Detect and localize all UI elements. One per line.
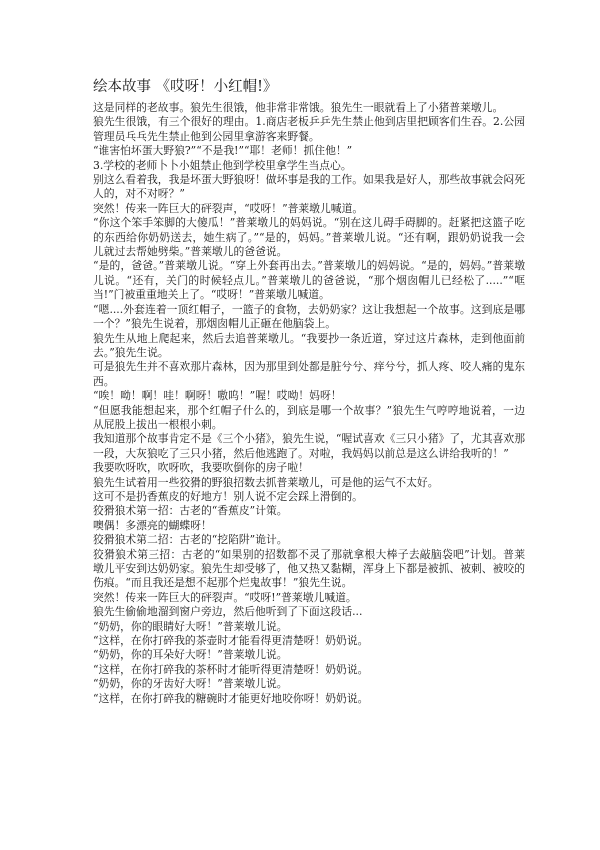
story-paragraph: 狼先生从地上爬起来，然后去追普莱墩儿。“我要抄一条近道，穿过这片森林，走到他面前去。”狼先生说。 [93, 331, 525, 359]
story-paragraph: 狡猾狼术第三招：古老的“如果别的招数都不灵了那就拿根大棒子去敲脑袋吧”计划。普莱墩儿平安到达奶奶家。狼先生却受够了，他又热又黏糊，浑身上下都是被抓、被刺、被咬的伤痕。“而且我还是想不起那个烂鬼故事！”狼先生说。 [93, 547, 525, 590]
story-paragraph: “但愿我能想起来，那个红帽子什么的，到底是哪一个故事？”狼先生气哼哼地说着，一边从屁股上拔出一根根小刺。 [93, 403, 525, 431]
story-paragraph: “唉！呦！啊！哇！啊呀！嗷呜！”喔！哎呦！妈呀！ [93, 389, 342, 403]
story-paragraph: “谁害怕坏蛋大野狼?”“不是我!”“耶！老师！抓住他！” [93, 144, 353, 158]
story-paragraph: 狡猾狼术第二招：古老的“挖陷阱”诡计。 [93, 533, 288, 547]
story-paragraph: “奶奶，你的眼睛好大呀！”普莱墩儿说。 [93, 619, 288, 633]
story-title: 绘本故事 《哎呀！小红帽!》 [93, 79, 278, 95]
story-paragraph: 狼先生很饿，有三个很好的理由。1.商店老板乒乒先生禁止他到店里把顾客们生吞。2.公园管理员乓乓先生禁止他到公园里拿游客来野餐。 [93, 115, 525, 143]
story-paragraph: “奶奶，你的牙齿好大呀！”普莱墩儿说。 [93, 677, 288, 691]
story-paragraph: 突然！传来一阵巨大的砰裂声，“哎呀！”普莱墩儿喊道。 [93, 201, 364, 215]
story-paragraph: 3.学校的老师卜卜小姐禁止他到学校里拿学生当点心。 [93, 158, 352, 172]
story-paragraph: 这是同样的老故事。狼先生很饿，他非常非常饿。狼先生一眼就看上了小猪普莱墩儿。 [93, 101, 504, 114]
story-paragraph: 别这么看着我，我是坏蛋大野狼呀！做坏事是我的工作。如果我是好人，那些故事就会闷死人的，对不对呀？” [93, 173, 525, 201]
story-paragraph: 狼先生偷偷地溜到窗户旁边，然后他听到了下面这段话... [93, 605, 363, 619]
story-paragraph: 狼先生试着用一些狡猾的野狼招数去抓普莱墩儿，可是他的运气不太好。 [93, 475, 439, 489]
story-paragraph: 我要吹呀吹，吹呀吹，我要吹倒你的房子啦！ [93, 461, 309, 475]
story-paragraph: “嗯....外套连着一顶红帽子，一篮子的食物，去奶奶家？这让我想起一个故事。这到底是哪一个？”狼先生说着，那烟囱帽儿正砸在他脑袋上。 [93, 302, 525, 331]
story-paragraph: “这样，在你打碎我的糖碗时才能更好地咬你呀！奶奶说。 [93, 691, 369, 705]
story-paragraph: 狡猾狼术第一招：古老的“香蕉皮”计策。 [93, 504, 288, 518]
story-paragraph: “这样，在你打碎我的茶杯时才能听得更清楚呀！奶奶说。 [93, 662, 369, 676]
story-body [93, 101, 525, 706]
story-paragraph: 突然！传来一阵巨大的砰裂声。“哎呀!”普莱墩儿喊道。 [93, 590, 357, 604]
story-paragraph: 可是狼先生并不喜欢那片森林，因为那里到处都是脏兮兮、痒兮兮，抓人疼、咬人痛的鬼东西。 [93, 360, 525, 388]
story-paragraph: “这样，在你打碎我的茶壶时才能看得更清楚呀！奶奶说。 [93, 634, 369, 648]
story-paragraph: 这可不是扔香蕉皮的好地方！别人说不定会踩上滑倒的。 [93, 489, 363, 503]
story-paragraph: “是的，爸爸。”普莱墩儿说。“穿上外套再出去。”普莱墩儿的妈妈说。“是的，妈妈。”普莱墩儿说。“还有，关门的时候轻点儿。”普莱墩儿的爸爸说，“那个烟囱帽儿已经松了.....”“哐当!”门被重重地关上了。“哎呀！”普莱墩儿喊道。 [93, 259, 525, 302]
story-paragraph: 我知道那个故事肯定不是《三个小猪》，狼先生说，“喔试喜欢《三只小猪》了，尤其喜欢那一段，大灰狼吃了三只小猪，然后他逃跑了。对啦，我妈妈以前总是这么讲给我听的！” [93, 432, 525, 460]
story-paragraph: “你这个笨手笨脚的大傻瓜！”普莱墩儿的妈妈说。“别在这儿碍手碍脚的。赶紧把这篮子吃的东西给你奶奶送去，她生病了。”“是的，妈妈。”普莱墩儿说。“还有啊，跟奶奶说我一会儿就过去帮她劈柴。”普莱墩儿的爸爸说。 [93, 216, 525, 259]
story-paragraph: “奶奶，你的耳朵好大呀！”普莱墩儿说。 [93, 648, 288, 662]
story-paragraph: 噢偶！多漂亮的蝴蝶呀！ [93, 518, 212, 532]
